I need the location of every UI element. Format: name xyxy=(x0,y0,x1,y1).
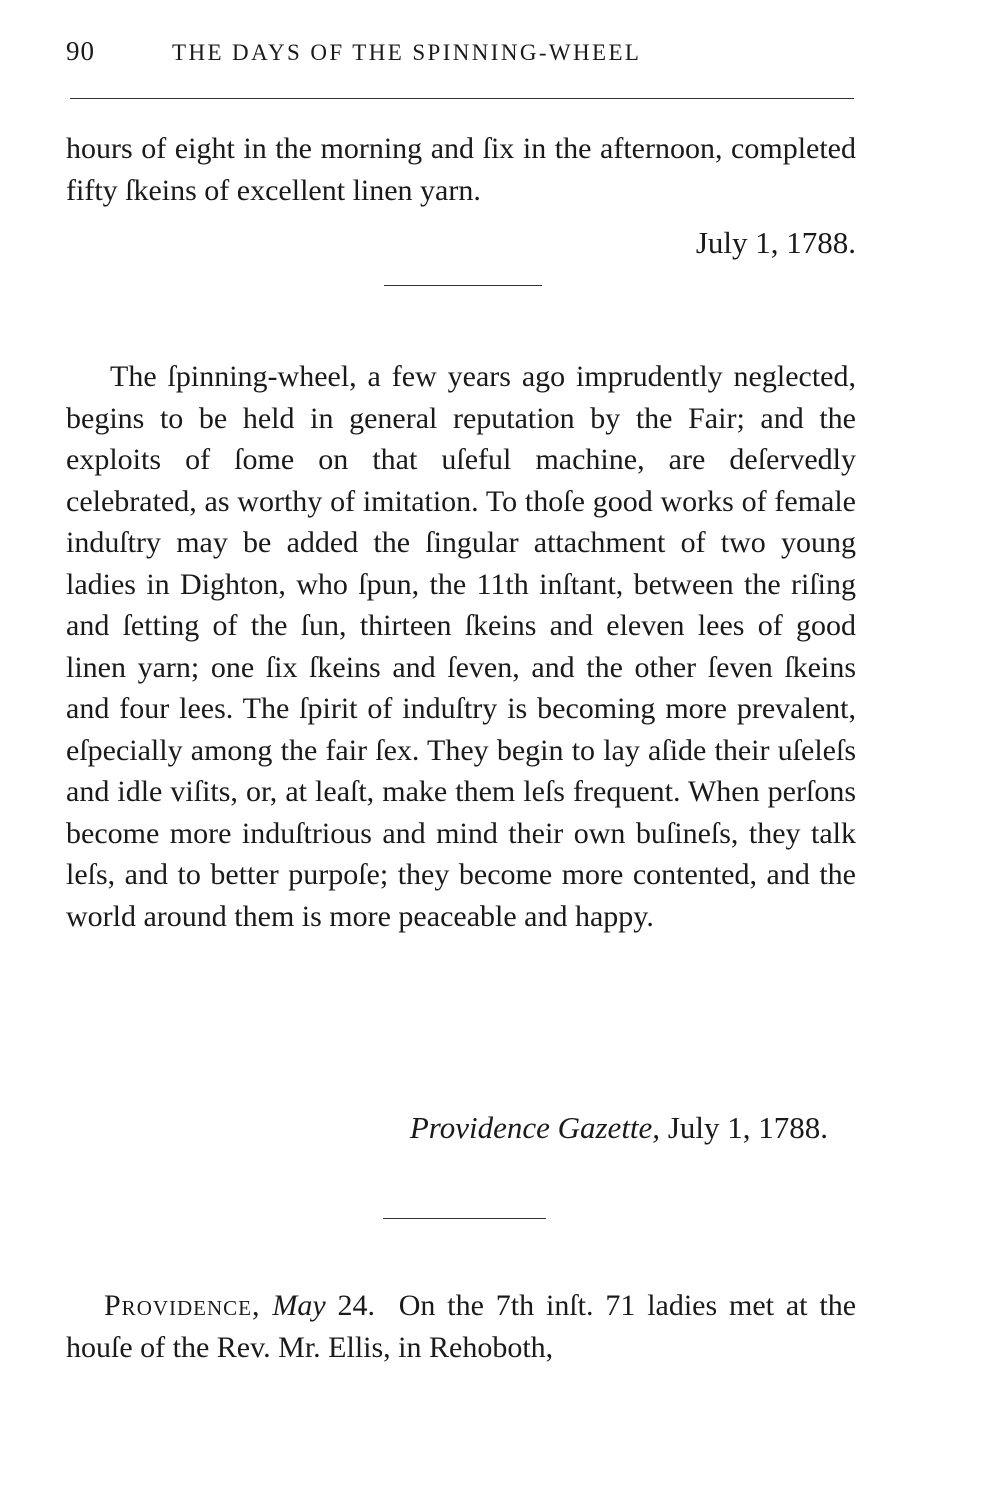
source-date: July 1, 1788. xyxy=(667,1110,828,1145)
header-rule xyxy=(70,98,854,99)
page-header xyxy=(66,36,856,76)
section-divider-2 xyxy=(383,1218,546,1219)
dateline-place: Providence, xyxy=(104,1289,261,1322)
paragraph-spinning-wheel: The ſpinning-wheel, a few years ago imprudently neglected, begins to be held in general reputation by the Fair; and the exploits of ſome on that uſeful machine, are deſervedly celebrated, as worthy of imitation. To thoſe good works of female induſtry may be added the ſingular attachment of two young ladies in Dighton, who ſpun, the 11th inſtant, between the riſing and ſetting of the ſun, thirteen ſkeins and eleven lees of good linen yarn; one ſix ſkeins and ſeven, and the other ſeven ſkeins and four lees. The ſpirit of induſtry is becoming more prevalent, eſpecially among the fair ſex. They begin to lay aſide their uſeleſs and idle viſits, or, at leaſt, make them leſs frequent. When perſons become more induſtrious and mind their own buſineſs, they talk leſs, and to better purpoſe; they become more contented, and the world around them is more peaceable and happy. xyxy=(66,360,856,933)
paragraph-providence xyxy=(66,1285,856,1368)
paragraph-continuation: hours of eight in the morning and ſix in the afternoon, completed fifty ſkeins of excellent linen yarn. xyxy=(66,132,856,207)
source-title: Providence Gazette, xyxy=(409,1110,661,1145)
running-title: THE DAYS OF THE SPINNING-WHEEL xyxy=(172,40,642,65)
paragraph-providence-text: On the 7th inſt. 71 ladies met at the houſe of the Rev. Mr. Ellis, in Rehoboth, xyxy=(66,1289,857,1364)
page-number: 90 xyxy=(66,36,95,66)
source-citation xyxy=(410,1110,828,1146)
dateline-month: May xyxy=(272,1289,326,1322)
dateline-1: July 1, 1788. xyxy=(695,225,856,260)
section-divider-1 xyxy=(384,285,542,286)
dateline-day: 24. xyxy=(337,1289,376,1322)
